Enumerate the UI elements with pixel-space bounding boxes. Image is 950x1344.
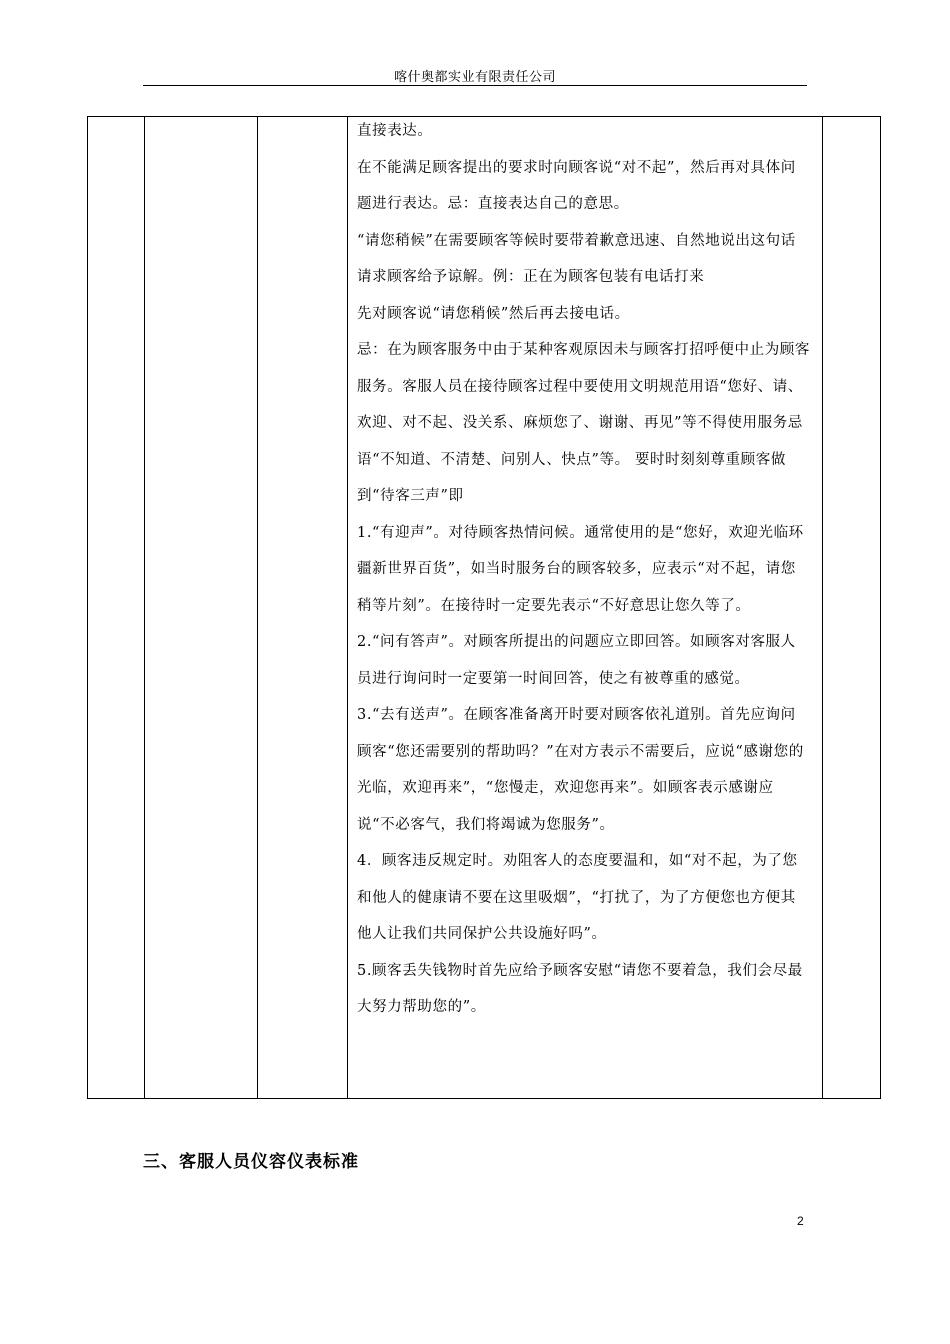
table-cell-col2: [145, 117, 258, 1099]
paragraph: “请您稍候”在需要顾客等候时要带着歉意迅速、自然地说出这句话请求顾客给予谅解。例：正在为顾客包装有电话打来: [357, 232, 796, 285]
section-heading: 三、客服人员仪容仪表标准: [143, 1152, 359, 1172]
paragraph: 4．顾客违反规定时。劝阻客人的态度要温和，如“对不起，为了您和他人的健康请不要在这里吸烟”，“打扰了，为了方便您也方便其他人让我们共同保护公共设施好吗”。: [357, 853, 798, 942]
paragraph: 直接表达。: [357, 123, 433, 139]
paragraph: 先对顾客说“请您稍候”然后再去接电话。: [357, 305, 630, 322]
header-company-name: 喀什奥都实业有限责任公司: [393, 70, 556, 85]
page-number: 2: [797, 1214, 804, 1228]
paragraph: 5.顾客丢失钱物时首先应给予顾客安慰“请您不要着急，我们会尽最大努力帮助您的”。: [357, 962, 803, 1015]
table-cell-col1: [88, 117, 145, 1099]
paragraph: 在不能满足顾客提出的要求时向顾客说“对不起”，然后再对具体问题进行表达。忌：直接表达自己的意思。: [357, 159, 796, 212]
paragraph: 忌：在为顾客服务中由于某种客观原因未与顾客打招呼便中止为顾客服务。客服人员在接待顾客过程中要使用文明规范用语“您好、请、欢迎、对不起、没关系、麻烦您了、谢谢、再见”等不得使用服务忌语“不知道、不清楚、问别人、快点”等。 要时时刻刻尊重顾客做到“待客三声”即: [357, 342, 810, 504]
table-cell-col5: [823, 117, 881, 1099]
header-divider: [143, 85, 807, 86]
table-cell-col3: [258, 117, 348, 1099]
content-table: [87, 116, 881, 1099]
table-cell-content: [348, 117, 823, 1099]
paragraph: 2.“问有答声”。对顾客所提出的问题应立即回答。如顾客对客服人员进行询问时一定要第一时间回答，使之有被尊重的感觉。: [357, 634, 796, 687]
paragraph: 1.“有迎声”。对待顾客热情问候。通常使用的是“您好，欢迎光临环疆新世界百货”，如当时服务台的顾客较多，应表示“对不起，请您稍等片刻”。在接待时一定要先表示“不好意思让您久等了。: [357, 524, 804, 614]
paragraph: 3.“去有送声”。在顾客准备离开时要对顾客依礼道别。首先应询问顾客“您还需要别的帮助吗？”在对方表示不需要后，应说“感谢您的光临，欢迎再来”，“您慢走，欢迎您再来”。如顾客表示感谢应说“不必客气，我们将竭诚为您服务”。: [357, 707, 804, 833]
table-row: [88, 117, 881, 1099]
